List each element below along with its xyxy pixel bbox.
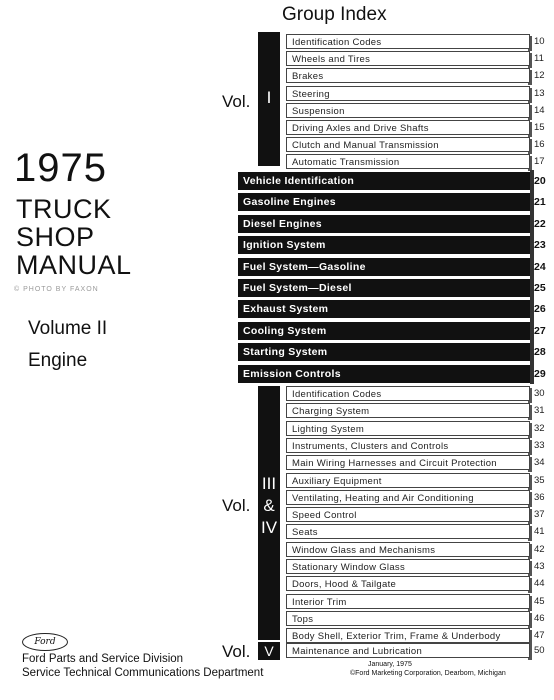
index-row-label: Identification Codes: [286, 386, 530, 401]
index-row-number: 15: [534, 122, 545, 133]
index-row: [286, 421, 546, 438]
index-row: [286, 34, 546, 51]
index-row: [286, 403, 546, 420]
index-row: [286, 507, 546, 524]
index-row: [286, 68, 546, 85]
index-bar-number: 25: [534, 282, 546, 294]
photo-watermark: © PHOTO BY FAXON: [14, 286, 99, 293]
index-bar-number: 29: [534, 367, 546, 380]
index-row-number: 41: [534, 526, 545, 538]
footer-copyright: ©Ford Marketing Corporation, Dearborn, Michigan: [350, 670, 506, 677]
index-row-number: 50: [534, 645, 545, 656]
index-row: [286, 120, 546, 137]
index-row: [286, 103, 546, 120]
index-bar-number: 28: [534, 346, 546, 359]
index-row-number: 43: [534, 561, 545, 572]
group-index-title: Group Index: [282, 4, 387, 25]
vol-5-label: Vol.: [222, 642, 251, 661]
cover-year: 1975: [14, 146, 107, 190]
index-bar-number: 27: [534, 324, 546, 337]
footer-division: Ford Parts and Service Division: [22, 653, 184, 665]
index-row-number: 32: [534, 422, 545, 434]
index-row-label: Driving Axles and Drive Shafts: [286, 120, 530, 135]
index-bar-label: Fuel System—Gasoline: [238, 258, 530, 276]
index-row: [286, 386, 546, 403]
index-bar-number: 24: [534, 260, 546, 273]
index-row-number: 44: [534, 578, 545, 590]
index-bar-label: Vehicle Identification: [238, 172, 530, 190]
index-row: [286, 594, 546, 611]
index-row-number: 10: [534, 36, 545, 47]
index-row-label: Automatic Transmission: [286, 154, 530, 169]
index-row-label: Auxiliary Equipment: [286, 473, 530, 488]
index-row-label: Doors, Hood & Tailgate: [286, 576, 530, 591]
index-row: [286, 559, 546, 576]
volume-subject: Engine: [28, 350, 88, 371]
index-row-number: 45: [534, 595, 545, 607]
ford-logo: Ford: [22, 633, 68, 651]
cover-title-line-3: MANUAL: [16, 250, 132, 280]
index-row-label: Suspension: [286, 103, 530, 118]
index-row: [286, 611, 546, 628]
index-row: [286, 643, 546, 660]
index-row-number: 14: [534, 104, 545, 116]
index-row-number: 33: [534, 439, 545, 451]
index-row-number: 36: [534, 491, 545, 503]
index-row-label: Seats: [286, 524, 530, 539]
index-row-label: Steering: [286, 86, 530, 101]
index-row-number: 35: [534, 474, 545, 486]
index-bar-label: Emission Controls: [238, 365, 530, 383]
index-row: [286, 154, 546, 171]
vol-3-roman: III: [261, 474, 277, 493]
index-row-number: 34: [534, 457, 545, 469]
volume-label: Volume II: [28, 318, 108, 339]
index-row-label: Instruments, Clusters and Controls: [286, 438, 530, 453]
index-bar-number: 22: [534, 217, 546, 230]
index-row: [286, 86, 546, 103]
vol-5-bar: [258, 642, 280, 660]
index-row-label: Lighting System: [286, 421, 530, 436]
index-row-label: Brakes: [286, 68, 530, 83]
index-row-number: 37: [534, 509, 545, 521]
index-row-number: 42: [534, 543, 545, 555]
index-row-number: 11: [534, 53, 544, 65]
vol-4-roman: IV: [260, 518, 278, 537]
vol-3-4-bar: [258, 386, 280, 640]
index-row-label: Speed Control: [286, 507, 530, 522]
index-row-number: 16: [534, 139, 545, 151]
index-row-number: 17: [534, 156, 545, 168]
index-row-number: 31: [534, 405, 545, 417]
index-row: [286, 455, 546, 472]
index-row-label: Body Shell, Exterior Trim, Frame & Underbody: [286, 628, 530, 643]
index-bar-label: Fuel System—Diesel: [238, 279, 530, 297]
cover-title-line-2: SHOP: [16, 222, 95, 252]
index-bar-label: Gasoline Engines: [238, 193, 530, 211]
vol-1-label: Vol.: [222, 92, 251, 111]
index-row-number: 12: [534, 70, 545, 82]
vol-1-bar: [258, 32, 280, 166]
index-row: [286, 51, 546, 68]
index-row-label: Interior Trim: [286, 594, 530, 609]
footer-department: Service Technical Communications Department: [22, 667, 264, 679]
index-bar-label: Exhaust System: [238, 300, 530, 318]
index-row: [286, 490, 546, 507]
index-row: [286, 542, 546, 559]
index-bar-label: Ignition System: [238, 236, 530, 254]
index-row: [286, 576, 546, 593]
index-row-number: 30: [534, 388, 545, 399]
cover-title-line-1: TRUCK: [16, 194, 112, 224]
vol-ampersand: &: [263, 496, 275, 515]
index-row-label: Wheels and Tires: [286, 51, 530, 66]
index-bar-number: 21: [534, 196, 546, 209]
index-row-number: 46: [534, 612, 545, 624]
index-bar-label: Starting System: [238, 343, 530, 361]
index-row: [286, 137, 546, 154]
vol-5-roman: V: [264, 643, 274, 659]
vol-1-roman: I: [266, 88, 272, 107]
index-row: [286, 524, 546, 541]
index-bar-label: Diesel Engines: [238, 215, 530, 233]
index-row-number: 13: [534, 87, 545, 99]
vol-3-4-label: Vol.: [222, 496, 251, 515]
index-row: [286, 473, 546, 490]
index-row-label: Window Glass and Mechanisms: [286, 542, 530, 557]
index-bar-number: 20: [534, 175, 546, 187]
index-row-label: Charging System: [286, 403, 530, 418]
footer-date: January, 1975: [368, 661, 412, 668]
index-bar-number: 26: [534, 303, 546, 316]
index-row-label: Stationary Window Glass: [286, 559, 530, 574]
index-bar-number: 23: [534, 239, 546, 252]
index-row-label: Main Wiring Harnesses and Circuit Protection: [286, 455, 530, 470]
index-row-label: Ventilating, Heating and Air Conditioning: [286, 490, 530, 505]
index-row-number: 47: [534, 630, 545, 642]
index-row-label: Tops: [286, 611, 530, 626]
index-row-label: Clutch and Manual Transmission: [286, 137, 530, 152]
index-row: [286, 438, 546, 455]
index-bar-label: Cooling System: [238, 322, 530, 340]
index-row-label: Identification Codes: [286, 34, 530, 49]
index-row-label: Maintenance and Lubrication: [286, 643, 530, 658]
